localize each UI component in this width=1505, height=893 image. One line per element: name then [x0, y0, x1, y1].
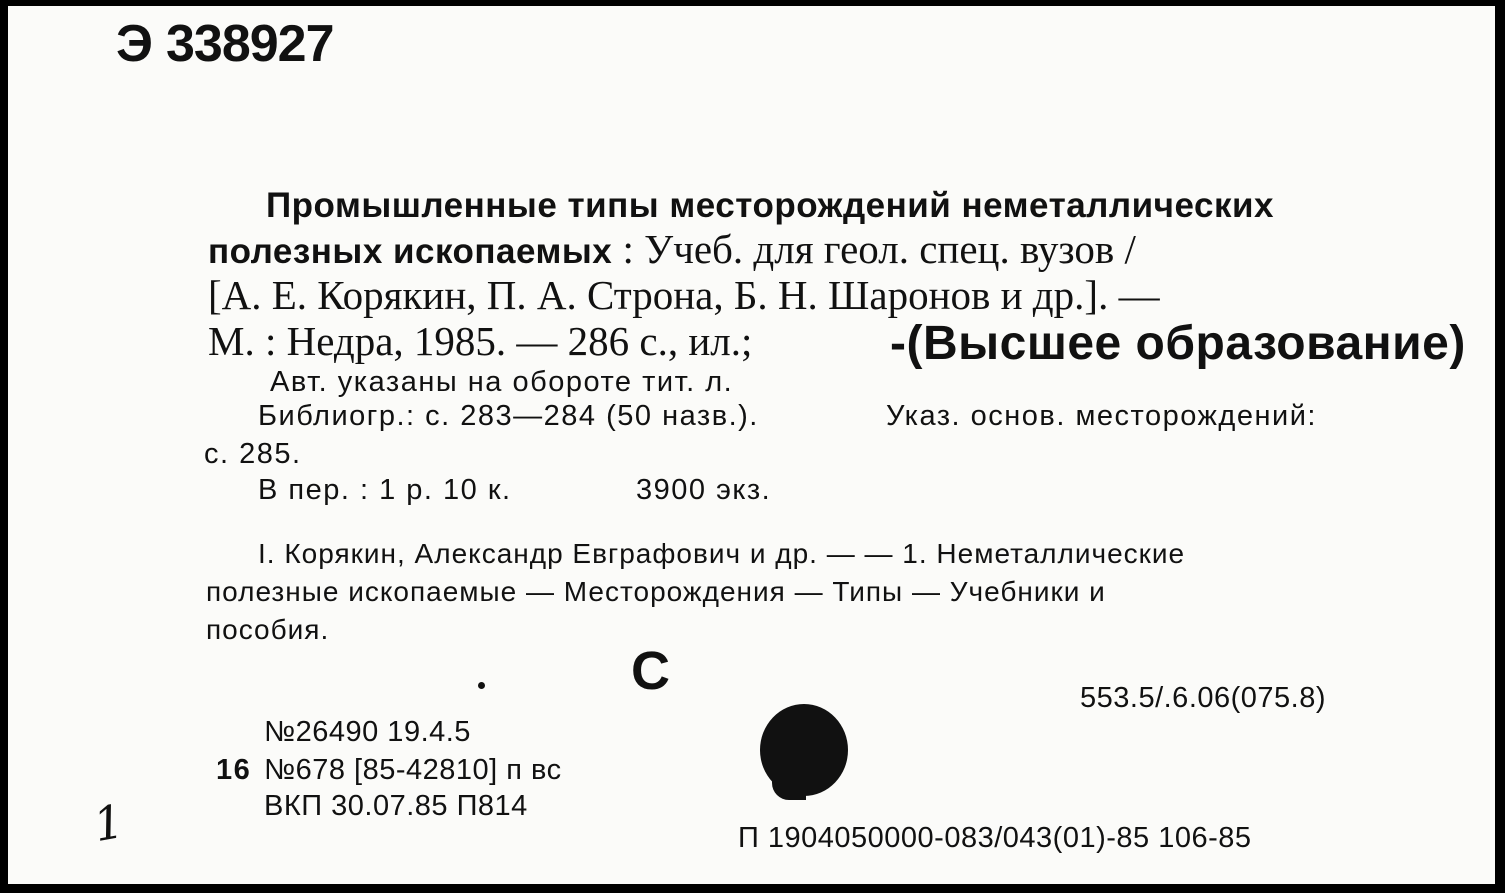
subject-line-3: пособия. [206, 614, 330, 645]
catalog-card [8, 6, 1495, 884]
card-number [116, 14, 334, 74]
imprint-line: М. : Недра, 1985. — 286 с., ил.; [208, 318, 753, 364]
note-bibliography: Библиогр.: с. 283—284 (50 назв.). [258, 400, 759, 432]
title-bold-1: Промышленные типы месторождений неметаллических [266, 186, 1274, 225]
title-rest-2: : Учеб. для геол. спец. вузов / [612, 226, 1136, 272]
order-prefix: 16 [216, 754, 252, 786]
note-price: В пер. : 1 р. 10 к. [258, 474, 512, 506]
card-number-value: 338927 [166, 15, 334, 73]
title-line-1 [266, 180, 1274, 229]
title-line-2 [208, 226, 1136, 275]
note-copies: 3900 экз. [636, 474, 772, 506]
index-code: П 1904050000-083/043(01)-85 106-85 [738, 822, 1252, 854]
order-line-2: №678 [85-42810] п вс [264, 754, 562, 786]
handwritten-mark: 1 [89, 793, 128, 853]
authors-line: [А. Е. Корякин, П. А. Строна, Б. Н. Шаронов и др.]. — [208, 272, 1160, 318]
subject-line-1: I. Корякин, Александр Евграфович и др. — — 1. Неметаллические [258, 538, 1186, 569]
title-bold-2: полезных ископаемых [208, 232, 613, 271]
card-number-prefix: Э [116, 15, 152, 73]
note-authors: Авт. указаны на обороте тит. л. [270, 366, 734, 398]
order-line-3: ВКП 30.07.85 П814 [264, 790, 528, 822]
series-stamp: -(Высшее образование) [890, 317, 1466, 370]
note-index: Указ. основ. месторождений: [886, 400, 1317, 432]
dot-mark [478, 682, 485, 689]
udc-code: 553.5/.6.06(075.8) [1080, 682, 1327, 714]
note-index-page: с. 285. [204, 438, 302, 470]
mark-c: С [631, 641, 670, 701]
subject-line-2: полезные ископаемые — Месторождения — Типы — Учебники и [206, 576, 1106, 607]
order-line-1: №26490 19.4.5 [264, 716, 471, 748]
punch-hole-mark-tail [772, 766, 806, 800]
